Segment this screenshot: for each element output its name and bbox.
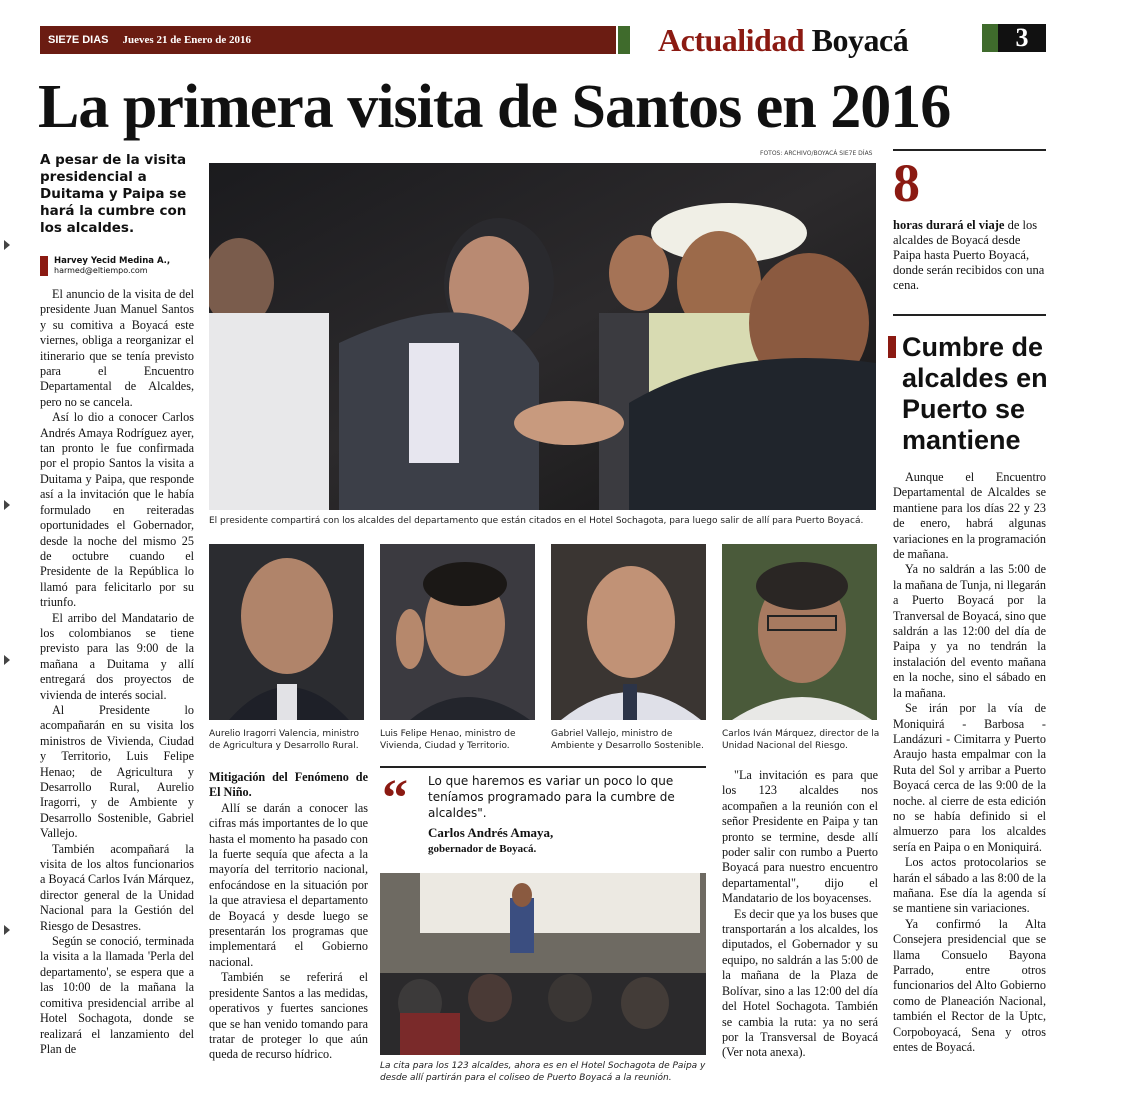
stat-box: [893, 218, 1045, 293]
paragraph: Al Presidente lo acompañarán en su visita los ministros de Vivienda, Ciudad y Territorio, Luis Felipe Henao; de Agricultura y Desarrollo Rural, Aurelio Iragorri, y de Ambiente y Desarrollo Sostenible, Gabriel Vallejo.: [40, 702, 194, 841]
subhead-title: Cumbre de alcaldes en Puerto se mantiene: [902, 332, 1048, 455]
lead-summary: A pesar de la visita presidencial a Duitama y Paipa se hará la cumbre con los alcaldes.: [40, 152, 187, 236]
margin-arrow-icon: [4, 655, 10, 665]
subhead-marker: [888, 336, 896, 358]
main-photo: [209, 163, 876, 510]
paragraph: Mitigación del Fenómeno de El Niño.: [209, 770, 368, 800]
portrait-photo: [722, 544, 877, 720]
margin-arrow-icon: [4, 240, 10, 250]
portrait-photo: [380, 544, 535, 720]
portrait-caption: Luis Felipe Henao, ministro de Vivienda, Ciudad y Territorio.: [380, 729, 516, 751]
paragraph: Aunque el Encuentro Departamental de Alcaldes se mantiene para los días 22 y 23 de enero, habrá algunas variaciones en la programación de mañana.: [893, 470, 1046, 562]
paragraph: "La invitación es para que los 123 alcaldes nos acompañen a la reunión con el señor Presidente en Paipa y tan pronto se termine, desde allí poder salir con rumbo a Puerto Boyacá para nuestro encuentro departamental", dijo el Mandatario de los boyacenses.: [722, 768, 878, 906]
paragraph: Se irán por la vía de Moniquirá - Barbosa - Landázuri - Cimitarra y Puerto Araujo hasta empalmar con la Ruta del Sol y arribar a Puerto Boyacá cerca de las 9:00 de la noche. al cierre de esta edición no se había definido si el almuerzo para los alcaldes sería en Paipa o en Moniquirá.: [893, 701, 1046, 854]
paragraph: También se referirá el presidente Santos a las medidas, operativos y fuertes sanciones que se han venido tomando para tratar de proteger lo que aún queda de recurso hídrico.: [209, 970, 368, 1062]
paragraph: Según se conoció, terminada la visita a la llamada 'Perla del departamento', se espera que a las 10:00 de la mañana la comitiva presidencial arribe al Hotel Sochagota, donde se realizará el lanzamiento del Plan de: [40, 934, 194, 1056]
page-number-box: [982, 24, 1046, 52]
meeting-photo: [380, 873, 706, 1055]
margin-arrow-icon: [4, 925, 10, 935]
article-column-4: [893, 470, 1046, 1055]
photo-credit: FOTOS: ARCHIVO/BOYACÁ SIE7E DÍAS: [760, 150, 873, 157]
article-column-3: [722, 768, 878, 1061]
section-tag: SIE7E DIAS: [48, 34, 109, 46]
paragraph: Así lo dio a conocer Carlos Andrés Amaya Rodríguez ayer, tan pronto le fue confirmada por el propio Santos la visita a Duitama y Paipa, que responde así a la invitación que le había formulado en reiteradas oportunidades el Gobernador, desde la noche del mismo 25 de octubre cuando el Presidente de la República lo llamó para felicitarlo por su triunfo.: [40, 410, 194, 610]
quote-text: Lo que haremos es variar un poco lo que teníamos programado para la cumbre de alcaldes".: [428, 774, 675, 820]
section-title-a: Actualidad: [658, 22, 805, 58]
stat-bold: horas durará el viaje: [893, 218, 1005, 232]
meeting-photo-caption: La cita para los 123 alcaldes, ahora es en el Hotel Sochagota de Paipa y desde allí partirán para el coliseo de Puerto Boyacá a la reunión.: [380, 1061, 706, 1083]
portrait-photo: [209, 544, 364, 720]
quote-author: Carlos Andrés Amaya,: [428, 825, 554, 840]
main-photo-caption: El presidente compartirá con los alcaldes del departamento que están citados en el Hotel Sochagota, para luego salir de allí para Puerto Boyacá.: [209, 516, 864, 526]
section-title: [658, 22, 908, 59]
article-column-2: [209, 770, 368, 1063]
margin-arrow-icon: [4, 500, 10, 510]
paragraph: Los actos protocolarios se harán el sábado a las 8:00 de la mañana. Ese día la agenda sí se mantiene sin variaciones.: [893, 855, 1046, 916]
stat-rule-bottom: [893, 314, 1046, 316]
article-column-1: [40, 287, 194, 1057]
portrait-caption: Carlos Iván Márquez, director de la Unidad Nacional del Riesgo.: [722, 729, 880, 751]
page-number: 3: [998, 24, 1046, 52]
stat-text: de los alcaldes de Boyacá desde Paipa hasta Puerto Boyacá, donde serán recibidos con una cena.: [893, 218, 1045, 292]
byline-email: harmed@eltiempo.com: [54, 266, 148, 275]
quote-rule: [380, 766, 706, 768]
portrait-photo: [551, 544, 706, 720]
paragraph: El anuncio de la visita de del presidente Juan Manuel Santos y su comitiva a Boyacá este viernes, obliga a reorganizar el itinerario que se tenía previsto para el Encuentro Departamental de Alcaldes, pero no se cancela.: [40, 287, 194, 409]
paragraph: Ya confirmó la Alta Consejera presidencial que se llama Consuelo Bayona Parrado, entre otros funcionarios del Alto Gobierno como de Planeación Nacional, también el Rector de la Uptc, Corpoboyacá, Sena y otros entes de Boyacá.: [893, 916, 1046, 1055]
paragraph: El arribo del Mandatario de los colombianos se tiene previsto para las 9:00 de la mañana a Duitama y allí entregará dos proyectos de vivienda de interés social.: [40, 610, 194, 702]
byline-name: Harvey Yecid Medina A.,: [54, 256, 171, 266]
quote-mark-icon: “: [382, 770, 408, 827]
paragraph: Ya no saldrán a las 5:00 de la mañana de Tunja, ni llegarán a Puerto Boyacá por la Tranversal de Boyacá, sino que saldrán a las 12:00 del día de Paipa y ya no tendrán la instalación del evento mañana en la noche, sino el sábado en la mañana.: [893, 562, 1046, 700]
paragraph: Es decir que ya los buses que transportarán a los alcaldes, los diputados, el Gobernador y su equipo, no saldrán a las 5:00 de la mañana de la Plaza de Bolívar, sino a las 12:00 del día del Hotel Sochagota. También se cambia la ruta: ya no será por la Transversal de Boyacá (Ver nota anexa).: [722, 906, 878, 1060]
headline: La primera visita de Santos en 2016: [38, 73, 951, 141]
section-title-b: Boyacá: [811, 22, 909, 58]
stat-number: 8: [893, 153, 920, 213]
portrait-caption: Aurelio Iragorri Valencia, ministro de Agricultura y Desarrollo Rural.: [209, 729, 360, 751]
quote-author-role: gobernador de Boyacá.: [428, 843, 537, 855]
stat-rule: [893, 149, 1046, 151]
paragraph: Allí se darán a conocer las cifras más importantes de lo que hasta el momento ha pasado con la fuerte sequía que afecta a la mayoría del territorio nacional, enfocándose en la situación por la que atraviesa el departamento de Boyacá y desde luego se presentarán los programas que implementará el Gobierno nacional.: [209, 800, 368, 969]
header-accent: [618, 26, 630, 54]
paragraph: También acompañará la visita de los altos funcionarios a Boyacá Carlos Iván Márquez, director general de la Unidad Nacional para la Gestión del Riesgo de Desastres.: [40, 841, 194, 933]
portrait-caption: Gabriel Vallejo, ministro de Ambiente y Desarrollo Sostenible.: [551, 729, 704, 751]
byline: [40, 256, 170, 276]
sidebar-subhead: [888, 332, 1048, 456]
header-bar: [40, 26, 616, 54]
issue-date: Jueves 21 de Enero de 2016: [122, 34, 251, 46]
